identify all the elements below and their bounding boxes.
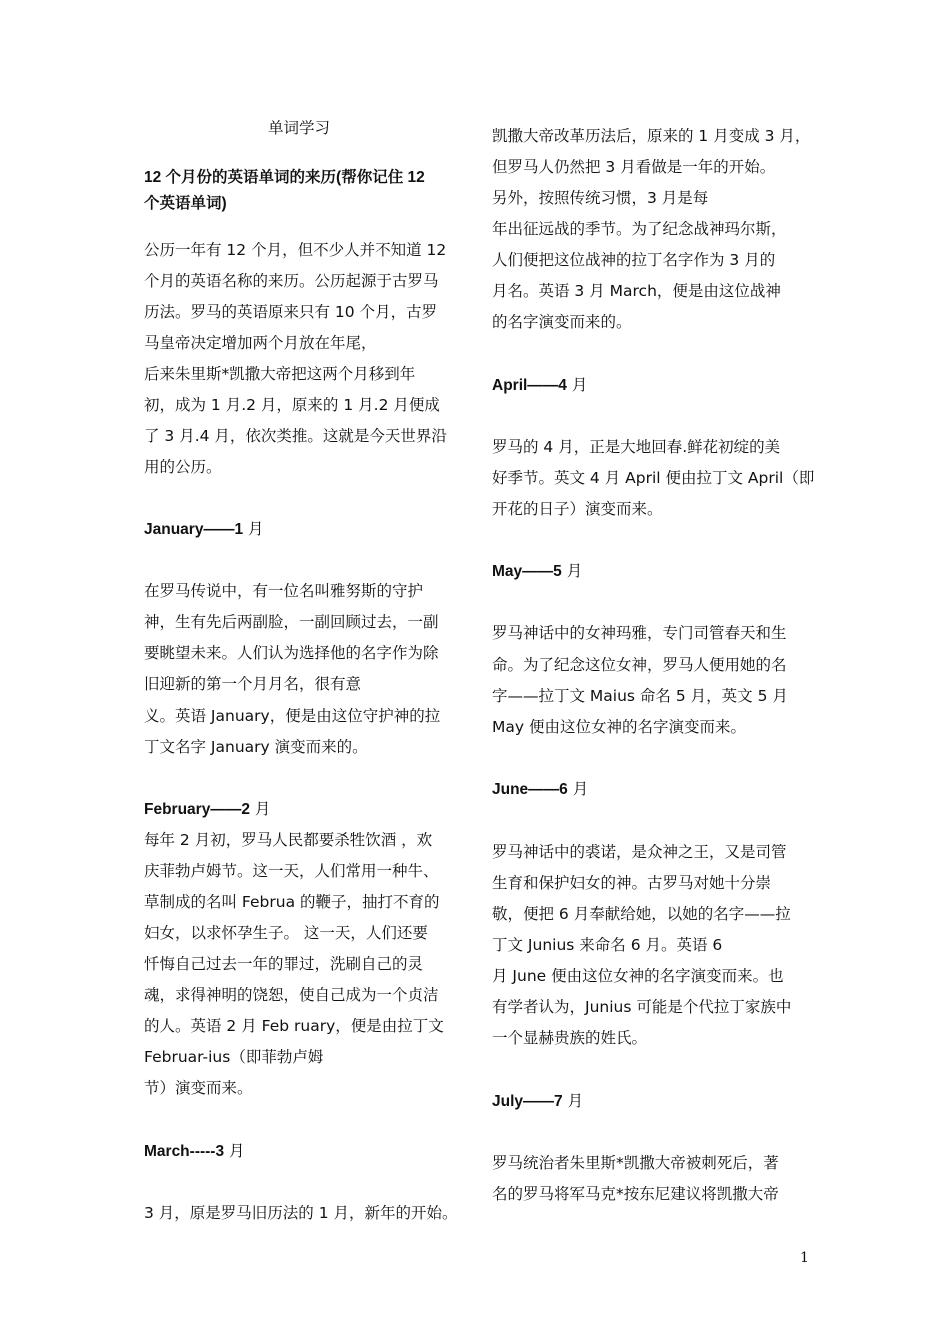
june-line: 生育和保护妇女的神。古罗马对她十分崇 [492, 874, 772, 892]
intro-line: 个月的英语名称的来历。公历起源于古罗马 [144, 272, 439, 290]
february-line: Februar-ius（即菲勃卢姆 [144, 1048, 324, 1066]
february-line: 庆菲勃卢姆节。这一天，人们常用一种牛、 [144, 862, 439, 880]
april-line: 罗马的 4 月，正是大地回春.鲜花初绽的美 [492, 438, 781, 456]
june-line: 罗马神话中的裘诺，是众神之王，又是司管 [492, 843, 787, 861]
july-line: 罗马统治者朱里斯*凯撒大帝被刺死后，著 [492, 1154, 779, 1172]
february-line: 魂，求得神明的饶恕，使自己成为一个贞洁 [144, 986, 439, 1004]
april-line: 开花的日子）演变而来。 [492, 500, 663, 518]
may-line: 字——拉丁文 Maius 命名 5 月，英文 5 月 [492, 687, 788, 705]
june-line: 月 June 便由这位女神的名字演变而来。也 [492, 967, 784, 985]
march-line: 另外，按照传统习惯，3 月是每 [492, 189, 709, 207]
intro-line: 了 3 月.4 月，依次类推。这就是今天世界沿 [144, 427, 447, 445]
february-line: 的人。英语 2 月 Feb ruary，便是由拉丁文 [144, 1017, 444, 1035]
january-line: 要眺望未来。人们认为选择他的名字作为除 [144, 644, 439, 662]
june-line: 丁文 Junius 来命名 6 月。英语 6 [492, 936, 723, 954]
march-line: 但罗马人仍然把 3 月看做是一年的开始。 [492, 158, 776, 176]
intro-line: 公历一年有 12 个月，但不少人并不知道 12 [144, 241, 447, 259]
july-line: 名的罗马将军马克*按东尼建议将凯撒大帝 [492, 1185, 779, 1203]
intro-line: 历法。罗马的英语原来只有 10 个月，古罗 [144, 303, 438, 321]
march-line: 年出征远战的季节。为了纪念战神玛尔斯， [492, 220, 787, 238]
july-heading: July——7 月 [492, 1092, 584, 1110]
subtitle-line-1: 12 个月份的英语单词的来历(帮你记住 12 [144, 169, 425, 186]
page-title: 单词学习 [268, 119, 331, 137]
april-line: 好季节。英文 4 月 April 便由拉丁文 April（即 [492, 469, 815, 487]
june-line: 敬，便把 6 月奉献给她，以她的名字——拉 [492, 905, 791, 923]
page-number: 1 [800, 1250, 809, 1266]
january-line: 在罗马传说中，有一位名叫雅努斯的守护 [144, 582, 424, 600]
may-line: 命。为了纪念这位女神，罗马人便用她的名 [492, 656, 787, 674]
february-line: 草制成的名叫 Februa 的鞭子，抽打不育的 [144, 893, 440, 911]
january-line: 丁文名字 January 演变而来的。 [144, 738, 368, 756]
intro-line: 初，成为 1 月.2 月，原来的 1 月.2 月便成 [144, 396, 440, 414]
june-heading: June——6 月 [492, 780, 589, 798]
intro-line: 后来朱里斯*凯撒大帝把这两个月移到年 [144, 365, 416, 383]
february-line: 每年 2 月初，罗马人民都要杀牲饮酒 ，欢 [144, 831, 433, 849]
february-line: 节）演变而来。 [144, 1079, 253, 1097]
subtitle-line-2: 个英语单词) [144, 195, 227, 212]
intro-line: 用的公历。 [144, 458, 222, 476]
february-line: 忏悔自己过去一年的罪过，洗刷自己的灵 [144, 955, 424, 973]
may-heading: May——5 月 [492, 562, 583, 580]
intro-line: 马皇帝决定增加两个月放在年尾， [144, 334, 377, 352]
january-heading: January——1 月 [144, 520, 264, 538]
march-line: 月名。英语 3 月 March，便是由这位战神 [492, 282, 781, 300]
june-line: 一个显赫贵族的姓氏。 [492, 1029, 648, 1047]
march-line: 3 月，原是罗马旧历法的 1 月，新年的开始。 [144, 1204, 458, 1222]
march-line: 的名字演变而来的。 [492, 313, 632, 331]
june-line: 有学者认为，Junius 可能是个代拉丁家族中 [492, 998, 792, 1016]
march-line: 凯撒大帝改革历法后，原来的 1 月变成 3 月， [492, 127, 811, 145]
february-heading: February——2 月 [144, 800, 271, 818]
april-heading: April——4 月 [492, 376, 588, 394]
march-heading: March-----3 月 [144, 1142, 245, 1160]
march-line: 人们便把这位战神的拉丁名字作为 3 月的 [492, 251, 776, 269]
january-line: 神，生有先后两副脸，一副回顾过去，一副 [144, 613, 439, 631]
february-line: 妇女，以求怀孕生子。 这一天，人们还要 [144, 924, 428, 942]
may-line: 罗马神话中的女神玛雅，专门司管春天和生 [492, 624, 787, 642]
may-line: May 便由这位女神的名字演变而来。 [492, 718, 746, 736]
january-line: 旧迎新的第一个月月名，很有意 [144, 675, 362, 693]
january-line: 义。英语 January，便是由这位守护神的拉 [144, 707, 441, 725]
